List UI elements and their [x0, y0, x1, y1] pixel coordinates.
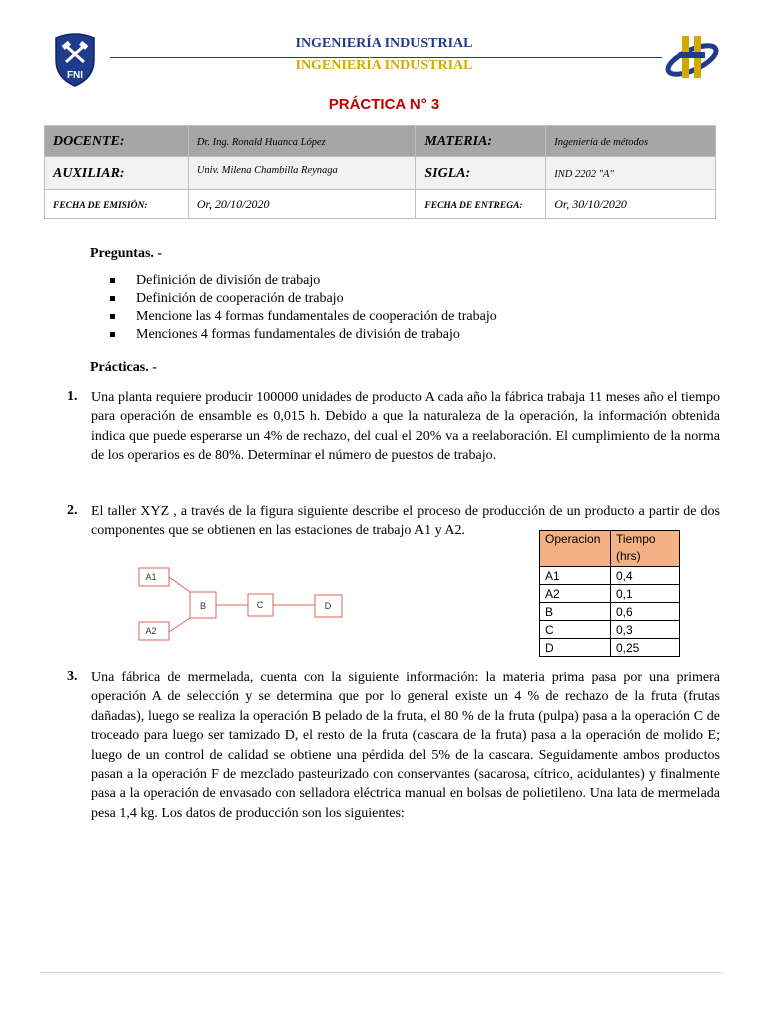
entrega-value: Or, 30/10/2020	[554, 197, 627, 211]
questions-list	[110, 272, 497, 344]
header-subtitle: INGENIERÍA INDUSTRIAL	[295, 58, 473, 73]
table-row: C 0,3	[540, 621, 680, 639]
entrega-label: FECHA DE ENTREGA:	[424, 201, 523, 211]
table-row: A2 0,1	[540, 585, 680, 603]
list-item: Definición de división de trabajo	[110, 272, 497, 290]
bullet-icon	[110, 314, 115, 319]
col-tiempo: Tiempo (hrs)	[611, 531, 680, 567]
footer-divider	[40, 972, 724, 973]
table-header-row	[540, 531, 680, 567]
col-operacion: Operacion	[540, 531, 611, 567]
list-item: Menciones 4 formas fundamentales de división de trabajo	[110, 326, 497, 344]
auxiliar-value: Univ. Milena Chambilla Reynaga	[196, 165, 338, 176]
emision-label: FECHA DE EMISIÓN:	[53, 201, 148, 211]
header-title: INGENIERÍA INDUSTRIAL	[295, 36, 473, 51]
node-c-label: C	[256, 600, 264, 610]
materia-label: MATERIA:	[424, 134, 493, 149]
auxiliar-label: AUXILIAR:	[53, 166, 125, 181]
materia-value: Ingeniería de métodos	[554, 137, 649, 148]
list-item: Definición de cooperación de trabajo	[110, 290, 497, 308]
list-item: Mencione las 4 formas fundamentales de cooperación de trabajo	[110, 308, 497, 326]
table-row	[45, 126, 716, 157]
table-row	[45, 157, 716, 190]
practice-1-number: 1.	[67, 389, 78, 404]
bullet-icon	[110, 332, 115, 337]
svg-text:FNI: FNI	[66, 70, 84, 81]
table-row: D 0,25	[540, 639, 680, 657]
emision-value: Or, 20/10/2020	[196, 197, 270, 211]
operations-table	[539, 530, 680, 657]
table-row: B 0,6	[540, 603, 680, 621]
docente-label: DOCENTE:	[53, 134, 125, 149]
practice-2-number: 2.	[67, 503, 78, 518]
node-b-label: B	[199, 601, 207, 611]
practice-3-text: Una fábrica de mermelada, cuenta con la siguiente información: la materia prima pasa por una primera operación A de selección y se determina que por lo general existe un 4 % de rechazo de la fruta (frutas dañadas), luego se realiza la operación B pelado de la fruta, el 80 % de la fruta (pulpa) pasa a la operación C de troceado para luego ser tamizado D, el resto de la fruta (cascara de la fruta) pasa a la operación de molido E; luego de un control de calidad se obtiene una pérdida del 5% de la cascara. Seguidamente ambos productos pasan a la operación F de mezclado pasteurizado con conservantes (sacarosa, cítrico, acidulantes) y finalmente pasa a la operación de envasado con selladora eléctrica manual en bolsas de polietileno. Una lata de mermelada pesa 1,4 kg. Los datos de producción son los siguientes:	[91, 670, 720, 821]
sigla-label: SIGLA:	[424, 166, 471, 181]
practice-title: PRÁCTICA N° 3	[328, 96, 440, 113]
practice-1-text: Una planta requiere producir 100000 unidades de producto A cada año la fábrica trabaja 11 meses año el tiempo para operación de ensamble es 0,015 h. Debido a que la naturaleza de la operación, la información obtenida indica que puede esperarse un 4% de rechazo, del cual el 20% va a reelaboración. El cumplimiento de la norma de los operarios es de 80%. Determinar el número de puestos de trabajo.	[91, 390, 720, 464]
bullet-icon	[110, 278, 115, 283]
node-d-label: D	[324, 601, 332, 611]
node-a1-label: A1	[145, 572, 157, 582]
node-a2-label: A2	[145, 626, 157, 636]
table-row	[45, 190, 716, 219]
practice-3-number: 3.	[67, 669, 78, 684]
course-info-table	[44, 125, 716, 219]
sigla-value: IND 2202 "A"	[554, 169, 614, 180]
bullet-icon	[110, 296, 115, 301]
process-diagram	[130, 560, 360, 650]
docente-value: Dr. Ing. Ronald Huanca López	[196, 137, 326, 148]
practice-2-text: El taller XYZ , a través de la figura siguiente describe el proceso de producción de un producto a partir de dos componentes que se obtienen en las estaciones de trabajo A1 y A2.	[91, 504, 720, 539]
questions-heading: Preguntas. -	[90, 246, 163, 261]
table-row: A1 0,4	[540, 567, 680, 585]
practices-heading: Prácticas. -	[90, 360, 157, 375]
